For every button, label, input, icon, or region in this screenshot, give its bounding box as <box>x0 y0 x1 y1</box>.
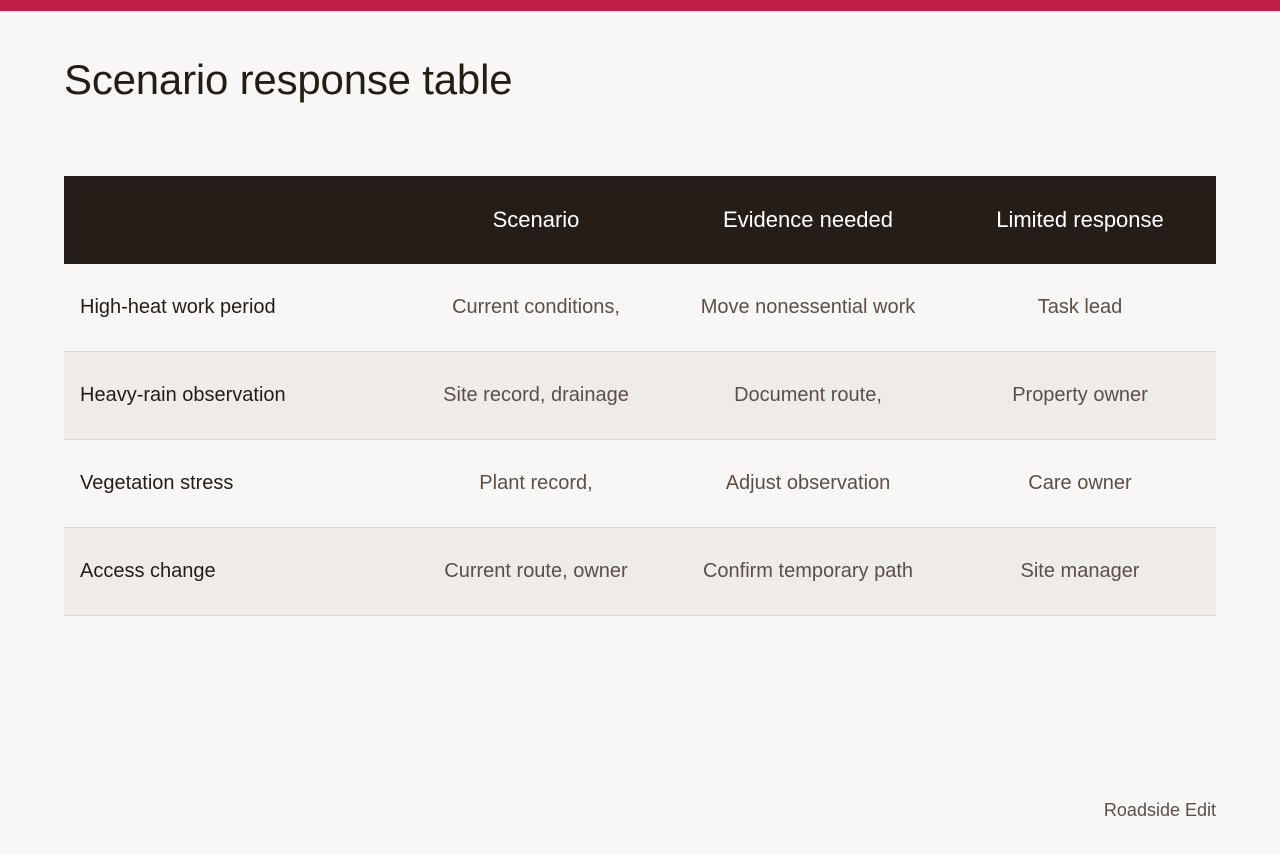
response-cell: Care owner <box>1028 472 1132 494</box>
row-label: Vegetation stress <box>80 472 234 494</box>
page-title: Scenario response table <box>64 56 513 103</box>
scenario-cell: Current conditions, <box>452 296 620 318</box>
evidence-cell: Move nonessential work <box>700 296 916 318</box>
table-row <box>64 352 1216 440</box>
table-row <box>64 440 1216 528</box>
scenario-cell: Plant record, <box>479 472 593 494</box>
scenario-cell: Site record, drainage <box>443 384 629 406</box>
table-header <box>64 176 1216 264</box>
table-row <box>64 264 1216 352</box>
evidence-cell: Adjust observation <box>725 472 891 494</box>
response-cell: Property owner <box>1012 384 1148 406</box>
table-row <box>64 528 1216 616</box>
response-cell: Task lead <box>1037 296 1123 318</box>
column-header-evidence: Evidence needed <box>722 207 894 232</box>
scenario-cell: Current route, owner <box>444 560 628 582</box>
evidence-cell: Confirm temporary path <box>702 560 914 582</box>
row-label: Access change <box>80 560 216 582</box>
evidence-cell: Document route, <box>734 384 882 406</box>
response-cell: Site manager <box>1020 560 1140 582</box>
row-label: High-heat work period <box>80 296 276 318</box>
scenario-table <box>64 176 1216 616</box>
accent-bar <box>0 0 1280 11</box>
column-header-response: Limited response <box>996 207 1164 232</box>
column-header-label <box>64 176 400 264</box>
row-label: Heavy-rain observation <box>80 384 286 406</box>
column-header-scenario: Scenario <box>492 207 580 232</box>
footer-brand: Roadside Edit <box>1103 800 1216 820</box>
